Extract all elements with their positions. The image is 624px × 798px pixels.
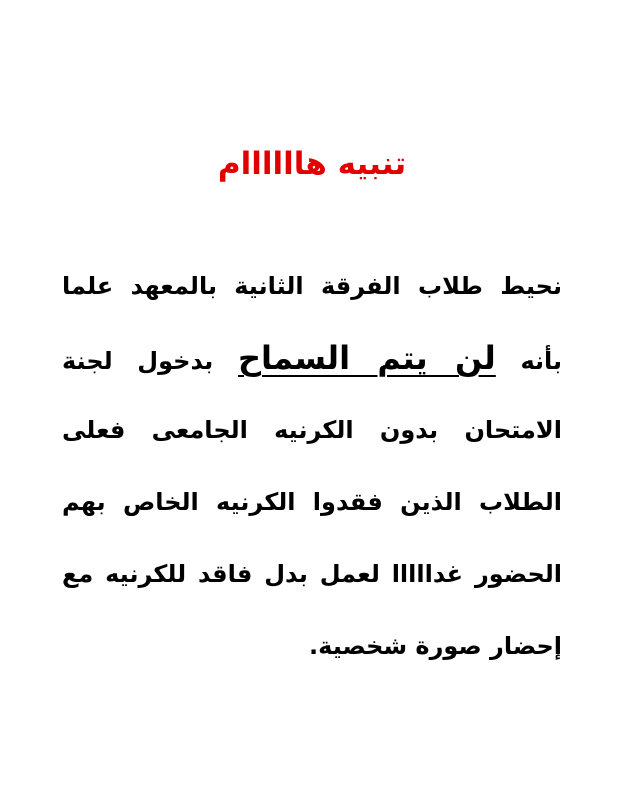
notice-title: تنبيه هاااااام xyxy=(217,146,407,182)
notice-line-2-start: بأنه xyxy=(520,347,563,375)
notice-body xyxy=(62,256,562,688)
notice-line-4: الطلاب الذين فقدوا الكرنيه الخاص بهم xyxy=(62,488,562,516)
notice-line-6: إحضار صورة شخصية. xyxy=(309,632,562,660)
notice-line-2-end: بدخول لجنة xyxy=(62,347,214,375)
notice-line-5: الحضور غدااااا لعمل بدل فاقد للكرنيه مع xyxy=(62,560,562,588)
notice-line-2 xyxy=(62,328,562,400)
notice-emphasis: لن يتم السماح xyxy=(237,339,496,377)
notice-line-3: الامتحان بدون الكرنيه الجامعى فعلى xyxy=(62,416,562,444)
notice-line-1: نحيط طلاب الفرقة الثانية بالمعهد علما xyxy=(62,272,562,300)
